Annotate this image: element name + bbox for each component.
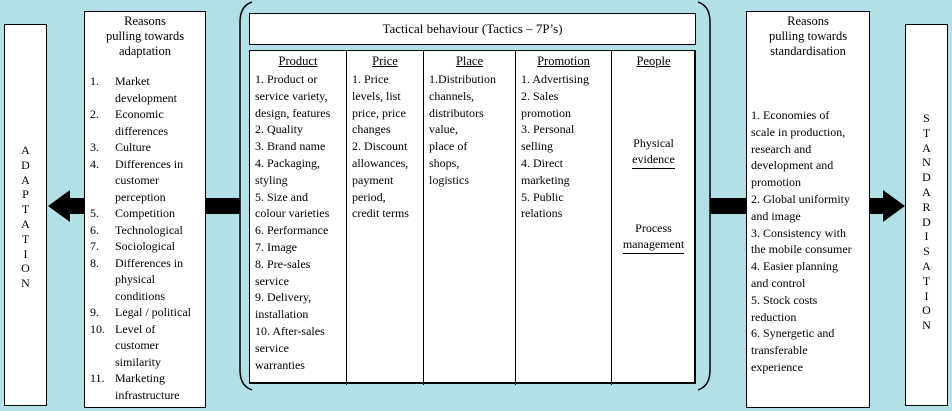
standardisation-letter: I — [924, 229, 929, 244]
standardisation-reason-line: 1. Economies of — [751, 108, 830, 122]
adaptation-arrow-head — [48, 190, 70, 222]
promotion-column — [516, 51, 612, 385]
standardisation-vertical-label — [906, 111, 947, 333]
process-line: Process — [635, 221, 672, 235]
adaptation-reason-text: perception — [115, 189, 166, 204]
place-column — [424, 51, 516, 385]
standardisation-reason-line: and image — [751, 208, 801, 223]
standardisation-heading-line: pulling towards — [768, 29, 848, 43]
tactic-line: 1.Distribution — [429, 72, 497, 86]
standardisation-heading-line: standardisation — [770, 44, 846, 58]
adaptation-reason-text: Differences in — [115, 156, 184, 171]
tactic-line: 5. Size and — [255, 189, 308, 204]
standardisation-letter: S — [923, 244, 930, 259]
standardisation-heading-line: Reasons — [787, 14, 829, 28]
standardisation-reason-line: promotion — [751, 175, 801, 190]
adaptation-reason-number: 3. — [90, 140, 99, 154]
standardisation-letter: A — [922, 258, 931, 273]
adaptation-reason-text: Economic — [115, 107, 164, 121]
adaptation-reason-text: infrastructure — [115, 387, 180, 402]
adaptation-reason-number: 2. — [90, 107, 99, 121]
tactic-line: price, price — [352, 105, 406, 120]
standardisation-label-box — [905, 24, 948, 406]
adaptation-letter: A — [21, 172, 30, 187]
adaptation-letter: P — [22, 187, 29, 202]
adaptation-reasons-box — [84, 11, 206, 408]
adaptation-reason-text: similarity — [115, 354, 161, 369]
standardisation-letter: R — [922, 199, 931, 214]
standardisation-reason-line: 2. Global uniformity — [751, 191, 850, 206]
physical-line: Physical — [633, 136, 674, 150]
standardisation-reasons-heading — [747, 14, 869, 59]
tactic-line: distributors — [429, 105, 484, 120]
standardisation-letter: A — [922, 184, 931, 199]
adaptation-reason-number: 5. — [90, 206, 99, 220]
tactic-line: warranties — [255, 357, 305, 372]
adaptation-letter: T — [21, 231, 30, 246]
tactic-line: installation — [255, 307, 309, 322]
place-list — [429, 71, 513, 189]
promotion-heading: Promotion — [537, 54, 590, 68]
product-list — [255, 71, 344, 373]
adaptation-reason-text: Marketing — [115, 371, 165, 385]
adaptation-arrow-shaft — [70, 198, 84, 214]
tactic-line: allowances, — [352, 155, 409, 170]
adaptation-reason-number: 4. — [90, 156, 99, 171]
tactic-line: 4. Packaging, — [255, 155, 320, 170]
tactic-line: service variety, — [255, 88, 328, 103]
standardisation-letter: T — [922, 125, 931, 140]
standardisation-reason-line: scale in production, — [751, 124, 846, 139]
adaptation-reason-text: Technological — [115, 222, 183, 237]
standardisation-letter: D — [922, 170, 931, 185]
tactic-line: 3. Brand name — [255, 139, 326, 154]
tactic-line: 8. Pre-sales — [255, 256, 311, 271]
adaptation-letter: N — [21, 276, 30, 291]
standardisation-reason-line: 4. Easier planning — [751, 259, 838, 274]
tactic-line: 5. Public — [521, 189, 564, 204]
tactics-title-box — [249, 13, 696, 45]
tactic-line: 6. Performance — [255, 223, 329, 238]
tactic-line: 10. After-sales — [255, 323, 325, 338]
tactic-line: period, — [352, 189, 386, 204]
adaptation-reason-item — [90, 156, 203, 206]
tactic-line: 1. Advertising — [521, 72, 589, 86]
tactic-line: 1. Price — [352, 72, 389, 86]
right-connector-bar — [710, 198, 746, 214]
product-column — [250, 51, 347, 385]
adaptation-reason-text: Competition — [115, 206, 175, 220]
adaptation-reason-text: Level of — [115, 321, 156, 336]
price-heading: Price — [372, 54, 398, 68]
standardisation-letter: A — [922, 140, 931, 155]
tactic-line: changes — [352, 122, 391, 137]
product-heading: Product — [278, 54, 318, 68]
tactic-line: marketing — [521, 172, 570, 187]
adaptation-reason-item — [90, 238, 203, 255]
price-column — [347, 51, 424, 385]
adaptation-reason-item — [90, 139, 203, 156]
standardisation-reason-line: development and — [751, 158, 834, 173]
tactic-line: styling — [255, 172, 288, 187]
tactic-line: colour varieties — [255, 206, 330, 221]
tactics-title: Tactical behaviour (Tactics – 7P’s) — [382, 21, 563, 36]
place-heading: Place — [455, 54, 484, 68]
standardisation-reason-line: research and — [751, 141, 812, 156]
standardisation-letter: D — [922, 214, 931, 229]
standardisation-reason-line: 5. Stock costs — [751, 292, 818, 307]
standardisation-reasons-list — [751, 107, 867, 376]
adaptation-letter: T — [21, 202, 30, 217]
adaptation-reason-text: development — [115, 90, 177, 105]
standardisation-reason-line: transferable — [751, 343, 808, 358]
tactic-line: payment — [352, 172, 394, 187]
adaptation-heading-line: adaptation — [118, 44, 172, 58]
standardisation-letter: N — [922, 318, 931, 333]
tactic-line: design, features — [255, 105, 331, 120]
adaptation-reason-item — [90, 222, 203, 239]
adaptation-label-box — [4, 24, 47, 406]
tactic-line: 7. Image — [255, 239, 297, 254]
tactics-columns-box — [249, 50, 696, 384]
tactic-line: promotion — [521, 105, 571, 120]
tactic-line: 2. Quality — [255, 122, 303, 137]
tactic-line: levels, list — [352, 88, 401, 103]
adaptation-reason-text: Sociological — [115, 239, 175, 253]
tactic-line: value, — [429, 122, 458, 137]
standardisation-reason-line: and control — [751, 275, 806, 290]
standardisation-reason-line: 6. Synergetic and — [751, 326, 835, 341]
physical-line: evidence — [632, 152, 675, 170]
adaptation-reason-text: customer — [115, 338, 159, 352]
tactic-line: service — [255, 273, 289, 288]
adaptation-letter: A — [21, 143, 30, 157]
adaptation-reason-text: Legal / political — [115, 305, 191, 319]
standardisation-arrow-head — [883, 190, 905, 222]
adaptation-reasons-list — [90, 73, 203, 403]
adaptation-vertical-label — [5, 143, 46, 291]
tactic-line: 1. Product or — [255, 72, 318, 86]
adaptation-reason-item — [90, 370, 203, 403]
adaptation-letter: D — [21, 157, 30, 172]
tactic-line: 2. Discount — [352, 139, 408, 154]
adaptation-reason-number: 6. — [90, 222, 99, 237]
promotion-list — [521, 71, 609, 222]
standardisation-reason-line: experience — [751, 359, 803, 374]
adaptation-reason-number: 7. — [90, 239, 99, 253]
adaptation-reason-text: conditions — [115, 288, 165, 303]
standardisation-letter: T — [922, 273, 931, 288]
adaptation-reason-number: 11. — [90, 371, 105, 385]
adaptation-reason-text: differences — [115, 123, 169, 138]
standardisation-letter: N — [922, 155, 931, 170]
tactic-line: relations — [521, 206, 563, 221]
adaptation-reason-text: customer — [115, 173, 159, 187]
people-column — [612, 51, 695, 385]
adaptation-reason-text: Market — [115, 74, 150, 88]
adaptation-letter: O — [21, 261, 30, 276]
people-heading: People — [636, 54, 671, 68]
tactic-line: place of — [429, 139, 468, 154]
standardisation-letter: I — [924, 288, 929, 303]
tactic-line: 9. Delivery, — [255, 290, 312, 305]
adaptation-heading-line: Reasons — [124, 14, 166, 28]
physical-evidence-label — [612, 136, 695, 169]
adaptation-reason-text: Culture — [115, 140, 151, 154]
standardisation-reason-line: the mobile consumer — [751, 242, 852, 257]
adaptation-reason-text: Differences in — [115, 255, 184, 270]
adaptation-letter: A — [21, 216, 30, 231]
adaptation-reason-number: 8. — [90, 255, 99, 270]
process-management-label — [612, 221, 695, 254]
tactic-line: service — [255, 340, 289, 355]
adaptation-reason-item — [90, 255, 203, 305]
adaptation-reason-item — [90, 304, 203, 321]
adaptation-reason-number: 1. — [90, 74, 99, 88]
standardisation-letter: S — [923, 111, 930, 125]
standardisation-letter: O — [922, 303, 931, 318]
price-list — [352, 71, 421, 222]
adaptation-letter: I — [23, 246, 28, 261]
tactic-line: channels, — [429, 88, 474, 103]
tactic-line: shops, — [429, 155, 460, 170]
adaptation-reason-number: 10. — [90, 321, 105, 336]
standardisation-reasons-box — [746, 11, 870, 408]
adaptation-reason-item — [90, 106, 203, 139]
tactic-line: logistics — [429, 172, 470, 187]
adaptation-reason-number: 9. — [90, 305, 99, 319]
adaptation-reason-item — [90, 205, 203, 222]
tactic-line: 2. Sales — [521, 88, 559, 103]
standardisation-reason-line: 3. Consistency with — [751, 225, 846, 240]
tactic-line: selling — [521, 139, 553, 154]
adaptation-reason-text: physical — [115, 272, 155, 286]
standardisation-arrow-shaft — [870, 198, 884, 214]
adaptation-reasons-heading — [85, 14, 205, 59]
tactic-line: 4. Direct — [521, 155, 563, 170]
adaptation-reason-item — [90, 73, 203, 106]
process-line: management — [623, 237, 684, 255]
tactic-line: 3. Personal — [521, 122, 575, 137]
adaptation-reason-item — [90, 321, 203, 371]
standardisation-reason-line: reduction — [751, 309, 797, 324]
tactic-line: credit terms — [352, 206, 409, 221]
adaptation-heading-line: pulling towards — [105, 29, 185, 43]
